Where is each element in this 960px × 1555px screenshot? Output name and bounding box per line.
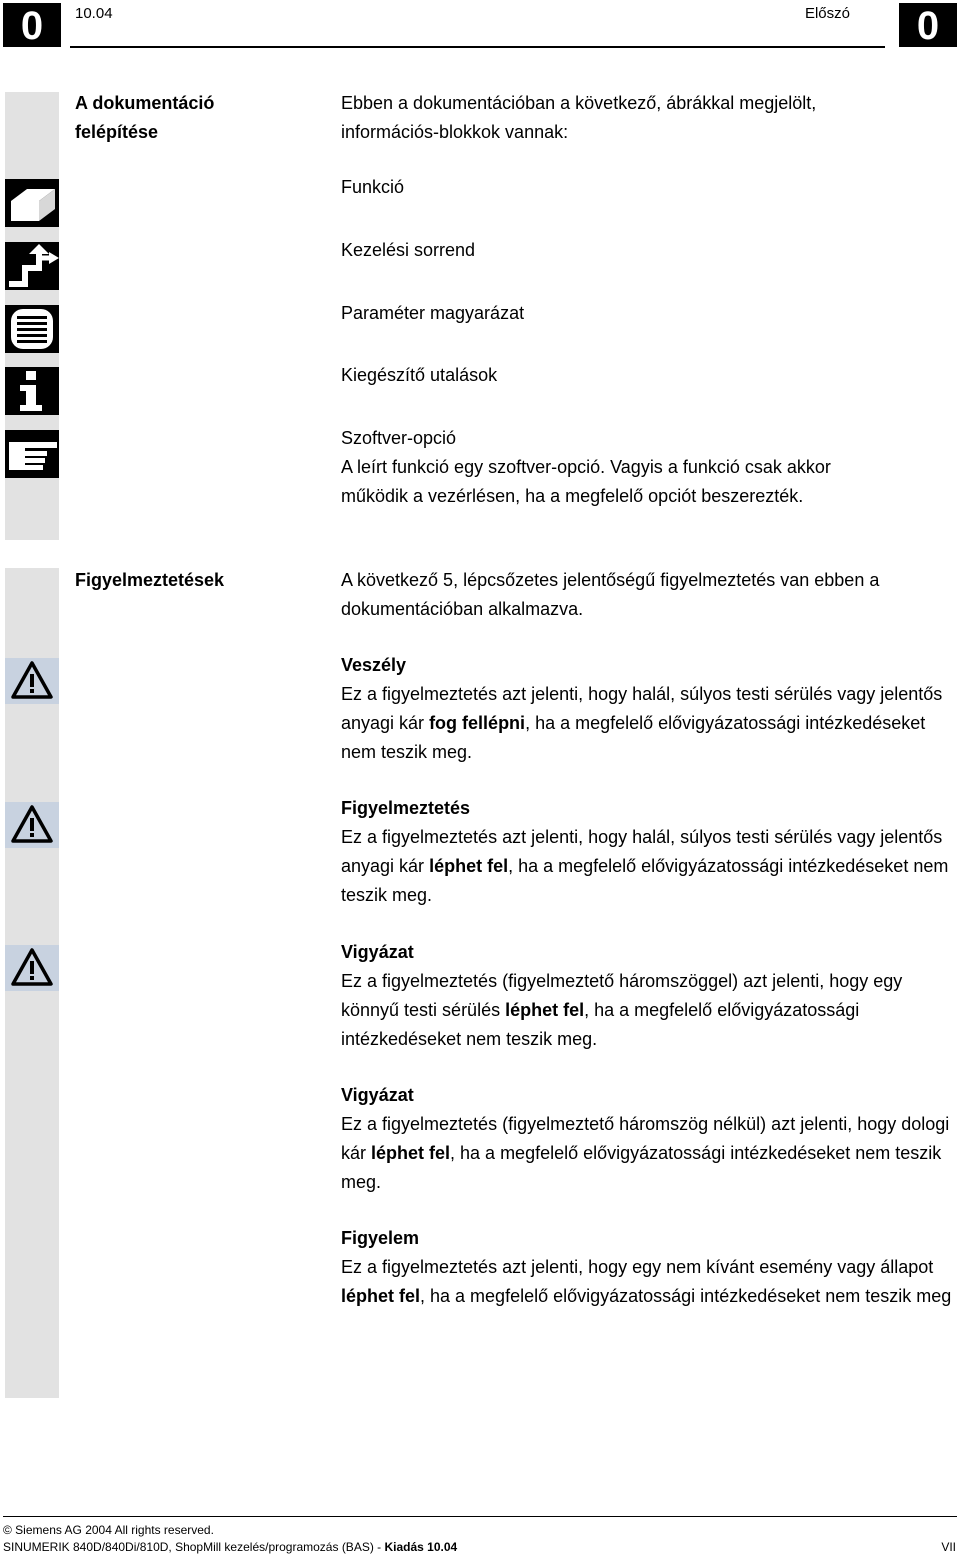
warnings-intro: A következő 5, lépcsőzetes jelentőségű figyelmeztetés van ebben a dokumentációban alkalmazva.: [341, 570, 880, 619]
item-label-parameter: Paraméter magyarázat: [341, 303, 525, 323]
footer-page-number: VII: [941, 1540, 956, 1554]
footer-copyright: © Siemens AG 2004 All rights reserved.: [3, 1523, 214, 1537]
operating-sequence-icon: [5, 242, 59, 290]
danger-text: Ez a figyelmeztetés azt jelenti, hogy halál, súlyos testi sérülés vagy jelentős anyagi kár fog fellépni, ha a megfelelő elővigyázatossági intézkedéseket nem teszik meg.: [341, 684, 943, 762]
danger-title: Veszély: [341, 655, 407, 675]
warning-triangle-icon: [5, 658, 59, 704]
caution-triangle-block: [341, 938, 956, 1054]
item-label-info: Kiegészítő utalások: [341, 365, 498, 385]
item-label-software-option: Szoftver-opció: [341, 428, 457, 448]
warnings-heading: Figyelmeztetések: [75, 570, 225, 590]
info-icon: [5, 367, 59, 415]
parameter-list-icon: [5, 305, 59, 353]
header-date: 10.04: [75, 5, 113, 22]
warning-triangle-icon: [5, 802, 59, 848]
header-section: Előszó: [804, 5, 850, 22]
function-block-icon: [5, 179, 59, 227]
caution-no-triangle-text: Ez a figyelmeztetés (figyelmeztető háromszög nélkül) azt jelenti, hogy dologi kár léphet fel, ha a megfelelő elővigyázatossági intézkedéseket nem teszik meg.: [341, 1114, 950, 1192]
structure-heading: [75, 89, 275, 147]
caution-no-triangle-block: [341, 1081, 956, 1197]
notice-text: Ez a figyelmeztetés azt jelenti, hogy egy nem kívánt esemény vagy állapot léphet fel, ha a megfelelő elővigyázatossági intézkedéseket nem teszik meg: [341, 1257, 952, 1306]
chapter-number-right: 0: [899, 3, 957, 47]
footer-product: SINUMERIK 840D/840Di/810D, ShopMill kezelés/programozás (BAS) - Kiadás 10.04: [3, 1540, 458, 1554]
caution-triangle-text: Ez a figyelmeztetés (figyelmeztető háromszöggel) azt jelenti, hogy egy könnyű testi sérülés léphet fel, ha a megfelelő elővigyázatossági intézkedéseket nem teszik meg.: [341, 971, 903, 1049]
danger-block: [341, 651, 956, 767]
item-label-function: Funkció: [341, 177, 405, 197]
warning-title: Figyelmeztetés: [341, 798, 471, 818]
warning-triangle-icon: [5, 945, 59, 991]
caution-no-triangle-title: Vigyázat: [341, 1085, 414, 1105]
header-rule: [70, 46, 885, 48]
structure-intro: Ebben a dokumentációban a következő, ábrákkal megjelölt, információs-blokkok vannak:: [341, 93, 817, 142]
item-label-sequence: Kezelési sorrend: [341, 240, 476, 260]
software-option-text: A leírt funkció egy szoftver-opció. Vagyis a funkció csak akkor működik a vezérlésen, ha a megfelelő opciót beszerezték.: [341, 457, 831, 506]
caution-triangle-title: Vigyázat: [341, 942, 414, 962]
footer-rule: [3, 1516, 957, 1517]
structure-heading-line2: felépítése: [75, 122, 159, 142]
warning-text: Ez a figyelmeztetés azt jelenti, hogy halál, súlyos testi sérülés vagy jelentős anyagi kár léphet fel, ha a megfelelő elővigyázatossági intézkedéseket nem teszik meg.: [341, 827, 949, 905]
software-option-block: [341, 424, 901, 511]
notice-block: [341, 1224, 956, 1311]
notice-title: Figyelem: [341, 1228, 420, 1248]
chapter-number-left: 0: [3, 3, 61, 47]
pointing-hand-icon: [5, 430, 59, 478]
warning-block: [341, 794, 956, 910]
structure-heading-line1: A dokumentáció: [75, 93, 215, 113]
